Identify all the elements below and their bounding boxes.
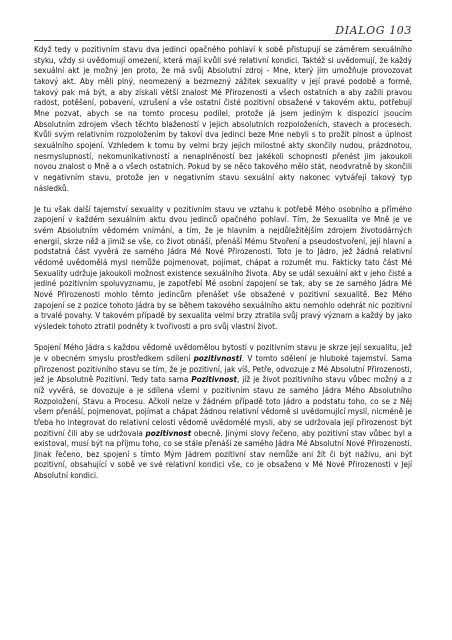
paragraph-3-text-b: . V tomto sdělení je hluboké tajemství. Sama přirozenost pozitivního stavu se tím, že je pozitivní, jak víš, Petře, odvozuje z Mé Absolutní Přirozenosti, jež je Absolutně Pozitivní. Tedy tato sama	[34, 352, 412, 385]
paragraph-2-text: Je tu však další tajemství sexuality v pozitivním stavu ve vztahu k potřebě Mého osobního a přímého zapojení v každém sexuálním aktu dvou jedinců opačného pohlaví. Tím, že Sexualita ve Mně je ve svém Absolutním vědomém vnímání, a tím, že je hlavním a nejdůležitějším zdrojem životodárných energií, skrze něž a jimiž se vše, co život obnáší, přenáší Mému Stvoření a pseudostvoření, její hlavní a podstatná část vyvěrá ze samého Jádra Mé Nové Přirozenosti. Toto je to Jádro, jež žádná relativní vědomě uvědomělá mysl nemůže pojmenovat, pojímat, chápat a rozumět mu. Fakticky tato část Mé Sexuality udržuje jakoukoli možnost existence sexuálního života. Aby se udál sexuální akt v jeho čisté a jediné pozitivním spoluvyznamu, je zapotřebí Mé osobní zapojení se tak, aby se ze samého Jádra Mé Nové Přirozenosti mohlo těmto jedincům přenášet vše obsažené v pozitivní sexualitě. Bez Mého zapojení se z pozice tohoto Jádra by se během takového sexuálního aktu nemohlo odehrát nic pozitivní a trvalé povahy. V takovém případě by sexualita velmi brzy ztratila svůj pravý význam a každý by jako výsledek tohoto ztratil podněty k tvořivosti a pro svůj vlastní život.	[34, 203, 412, 331]
paragraph-1-text: Když tedy v pozitivním stavu dva jedinci opačného pohlaví k sobě přistupují se záměrem sexuálního styku, vždy si uvědomují omezení, která mají kvůli své relativní kondici. Taktéž si uvědomují, že každý sexuální akt je možný jen proto, že má svůj Absolutní zdroj - Mne, který jim umožňuje provozovat takový akt. Aby měli plný, neomezený a bezmezný zážitek sexuality v její pravé podobě a formě, takový pak má být, a aby získali větší znalost Mé Přirozenosti a všech ostatních a aby zažili pravou radost, potěšení, pobavení, vzrušení a vše ostatní čisté pozitivní obsažené v takovém aktu, potřebují Mne pozvat, abych se na tomto procesu podílel, protože já jsem jediným k dispozici jsoucím Absolutním zdrojem všech těchto blažeností v jejich absolutních rozpoloženích, stavech a procesech. Kvůli svým relativním rozpoložením by takoví dva jedinci beze Mne nebyli s to prožít plnost a úplnost sexuálního spojení. Vzhledem k tomu by velmi brzy jejich milostné akty skončily nudou, prázdnotou, nesmyslupností, nekomunikativností a nenaplněností bez jakékoli schopnosti přenést jim jakoukoli novou znalost o Mně a o všech ostatních. Pokud by se něco takového mělo stát, neodvratně by skončili v negativním stavu, protože jen v negativním stavu sexuální akty nakonec vytvářejí takový typ následků.	[34, 44, 412, 193]
paragraph-3	[34, 342, 412, 481]
running-header: DIALOG 103	[335, 24, 412, 37]
emphasis-pozitivnosti: pozitivnosti	[193, 352, 242, 363]
header-rule	[34, 40, 412, 41]
paragraph-1	[34, 44, 412, 193]
paragraph-2	[34, 204, 412, 332]
paragraph-3-text-d: obecně. Jinými slovy řečeno, aby pozitivní stav vůbec byl a existoval, musí být na příjmu toho, co se stále přenáší ze samého Jádra Mé Absolutní Nové Přirozenosti. Jinak řečeno, bez spojení s tímto Mým Jádrem pozitivní stav nemůže ani žít či být naživu, ani být pozitivní, obsahující v sobě ve své relativní kondici vše, co je obsaženo v Mé Nové Přirozenosti v Její Absolutní kondici.	[34, 427, 413, 481]
body-text	[34, 44, 412, 481]
paragraph-3-text-a: Spojení Mého Jádra s každou vědomě uvědomělou bytostí v pozitivním stavu je skrze její sexualitu, jež je v obecném smyslu prostředkem sdílení	[34, 342, 412, 363]
emphasis-pozitivnost-2: pozitivnost	[145, 427, 192, 438]
paragraph-3-text-c: , jíž je život pozitivního stavu vůbec možný a z níž vyvěrá, se dovozuje a je sdílena všemi v pozitivním stavu ze samého Jádra Mého Absolutního Rozpoložení, Stavu a Procesu. Ačkoli nelze v žádném případě toto Jádro a podstatu toho, co se z Něj všem přenáší, pojmenovat, pojímat a chápat žádnou relativní vědomě si uvědomující myslí, nicméně je třeba ho integrovat do relativní celosti vědomě uvědomělé mysli, aby se udržovala její přirozenost být pozitivní čili aby se udržovala	[34, 374, 412, 438]
emphasis-pozitivnost: Pozitivnost	[191, 374, 238, 385]
